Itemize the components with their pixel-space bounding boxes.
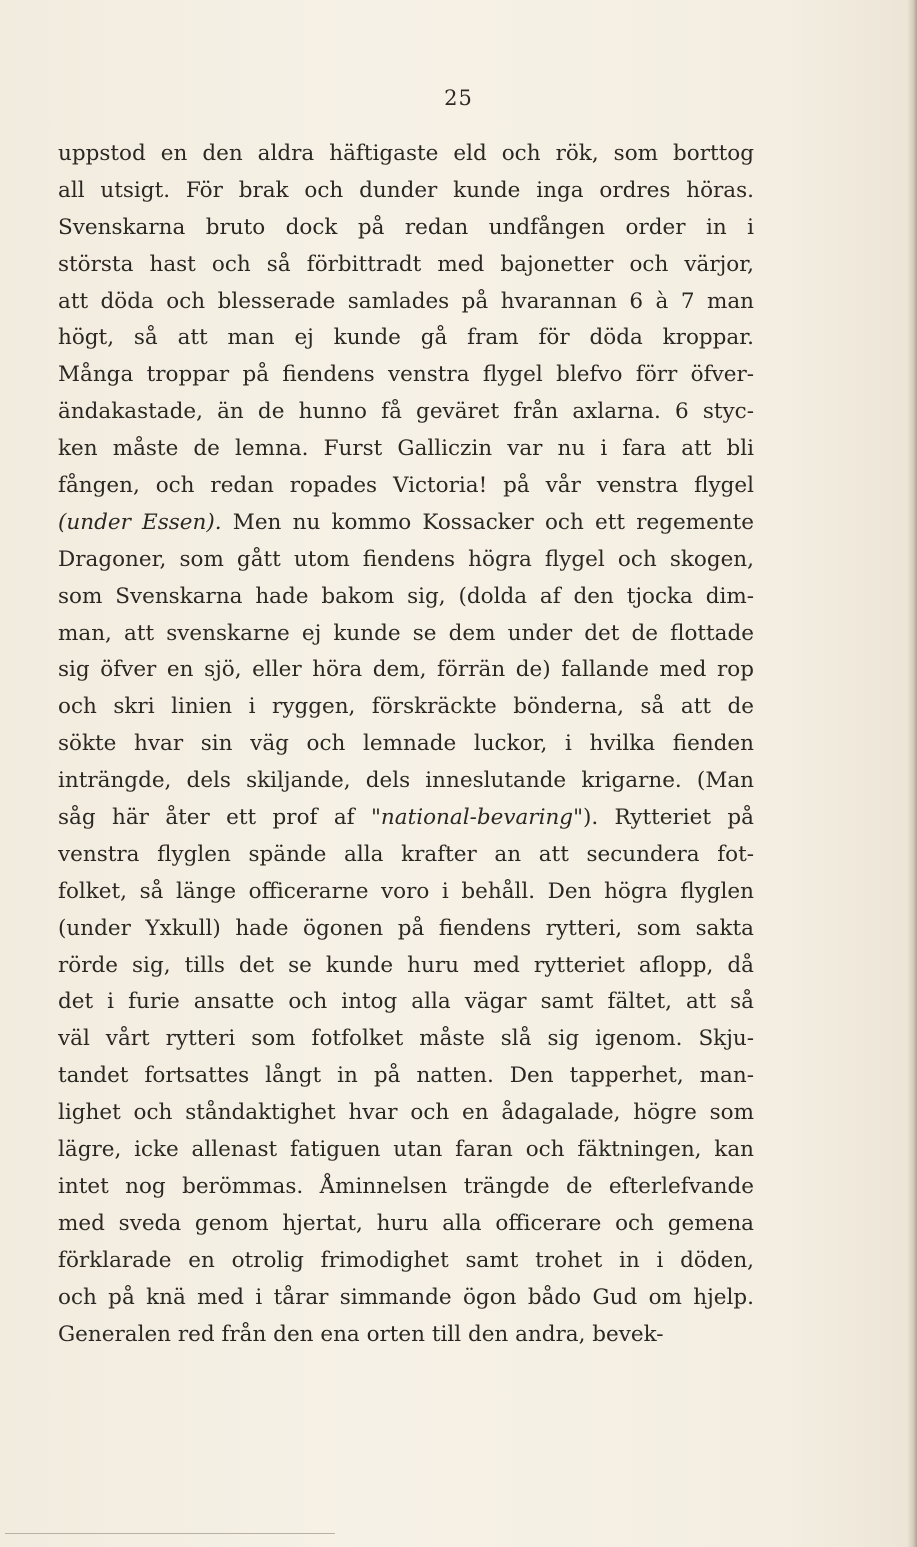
bottom-rule: [5, 1533, 335, 1534]
text-line: det i furie ansatte och intog alla vägar samt fältet, att så: [58, 989, 754, 1015]
text-line: tandet fortsattes långt in på natten. Den tapperhet, man-: [58, 1063, 754, 1089]
text-line: uppstod en den aldra häftigaste eld och rök, som borttog: [58, 141, 754, 166]
text-line: högt, så att man ej kunde gå fram för döda kroppar.: [58, 325, 754, 351]
text-line: ändakastade, än de hunno få geväret från axlarna. 6 styc-: [58, 399, 754, 425]
text-line: ken måste de lemna. Furst Galliczin var nu i fara att bli: [58, 436, 754, 462]
text-line: all utsigt. För brak och dunder kunde inga ordres höras.: [58, 177, 754, 203]
text-line: Svenskarna bruto dock på redan undfången order in i: [58, 214, 754, 240]
text-line: (under Yxkull) hade ögonen på fiendens rytteri, som sakta: [58, 915, 754, 941]
text-line: Generalen red från den ena orten till den andra, bevek-: [58, 1321, 664, 1347]
text-line: fången, och redan ropades Victoria! på vår venstra flygel: [58, 473, 754, 499]
text-line: venstra flyglen spände alla krafter an att secundera fot-: [58, 841, 754, 867]
text-line: väl vårt rytteri som fotfolket måste slå sig igenom. Skju-: [58, 1026, 754, 1052]
text-line: man, att svenskarne ej kunde se dem under det de flottade: [58, 620, 754, 646]
text-line: [58, 800, 754, 837]
body-text: [58, 136, 754, 1353]
text-line: intet nog berömmas. Åminnelsen trängde de efterlefvande: [58, 1173, 754, 1199]
text-segment: "). Rytteriet på: [573, 805, 754, 831]
text-line: att döda och blesserade samlades på hvarannan 6 à 7 man: [58, 288, 754, 314]
text-line: Dragoner, som gått utom fiendens högra flygel och skogen,: [58, 546, 754, 572]
text-segment: såg här åter ett prof af ": [58, 805, 381, 831]
italic-text-segment: national-bevaring: [380, 805, 574, 831]
text-line: sökte hvar sin väg och lemnade luckor, i hvilka fienden: [58, 731, 754, 757]
italic-text-segment: (under Essen).: [58, 509, 222, 535]
text-line: [58, 505, 754, 542]
page-edge-shadow: [907, 0, 917, 1547]
text-line: inträngde, dels skiljande, dels inneslutande krigarne. (Man: [58, 768, 754, 794]
text-line: lighet och ståndaktighet hvar och en ådagalade, högre som: [58, 1100, 754, 1126]
text-line: lägre, icke allenast fatiguen utan faran och fäktningen, kan: [58, 1137, 754, 1163]
text-line: och på knä med i tårar simmande ögon bådo Gud om hjelp.: [58, 1284, 754, 1310]
text-line: med sveda genom hjertat, huru alla officerare och gemena: [58, 1210, 754, 1236]
text-line: rörde sig, tills det se kunde huru med rytteriet aflopp, då: [58, 952, 754, 978]
text-line: största hast och så förbittradt med bajonetter och värjor,: [58, 251, 754, 277]
text-line: sig öfver en sjö, eller höra dem, förrän de) fallande med rop: [58, 657, 754, 683]
text-segment: Men nu kommo Kossacker och ett regemente: [221, 509, 754, 535]
page-number: 25: [444, 86, 473, 110]
text-line: som Svenskarna hade bakom sig, (dolda af den tjocka dim-: [58, 583, 754, 609]
text-line: folket, så länge officerarne voro i behåll. Den högra flyglen: [58, 878, 754, 904]
text-line: Många troppar på fiendens venstra flygel blefvo förr öfver-: [58, 362, 754, 388]
text-line: förklarade en otrolig frimodighet samt trohet in i döden,: [58, 1247, 754, 1273]
text-line: och skri linien i ryggen, förskräckte bönderna, så att de: [58, 694, 754, 720]
